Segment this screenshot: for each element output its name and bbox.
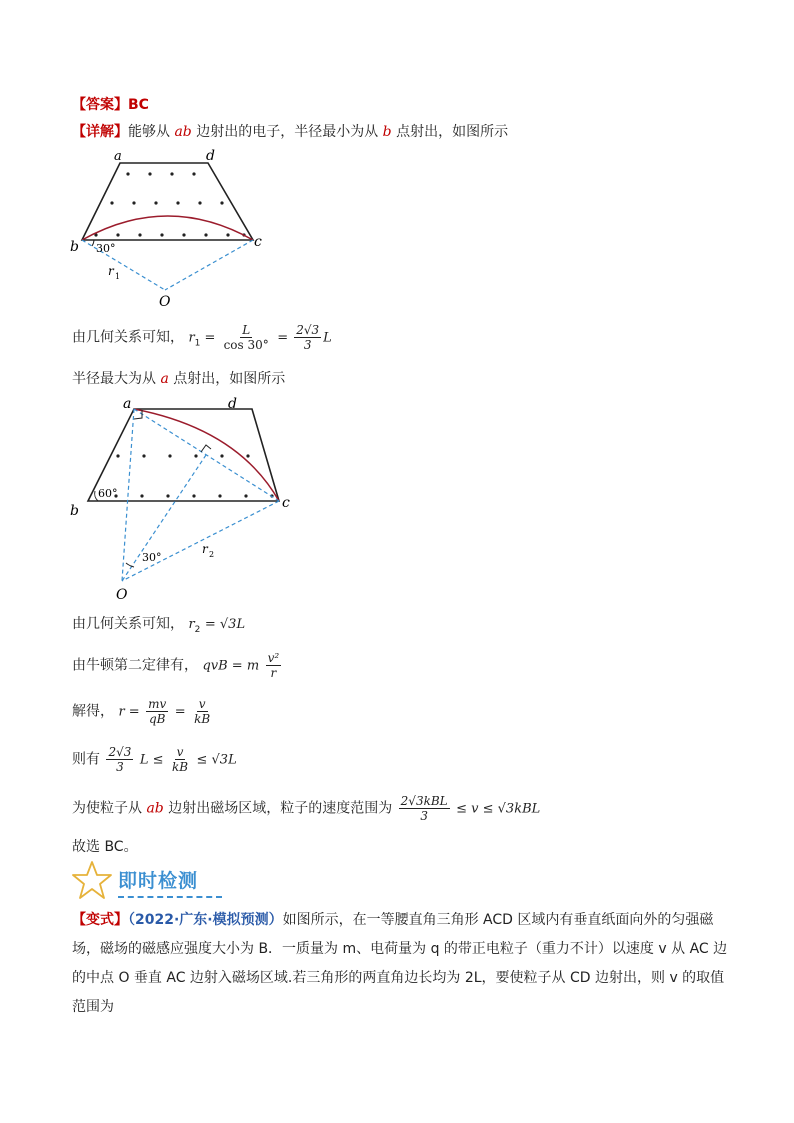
radius-line-b xyxy=(82,240,165,290)
detail-text-b: 边射出的电子，半径最小为从 xyxy=(191,124,383,140)
eq4-den2: kB xyxy=(194,712,211,726)
eq4-fraction2 xyxy=(192,697,212,726)
label-angle-30-2: 30° xyxy=(142,551,162,564)
eq6-ab: ab xyxy=(146,800,164,817)
eq6-num: 2√3kBL xyxy=(400,794,448,808)
label-b: b xyxy=(70,239,79,255)
eq1-den2: 3 xyxy=(303,338,312,352)
eq4-lhs: r = xyxy=(118,704,140,720)
answer-tag: 【答案】 xyxy=(72,97,128,113)
label-c-2: c xyxy=(282,495,290,511)
max-text-a: 半径最大为从 xyxy=(72,371,161,387)
eq1-lhs: r xyxy=(188,330,195,346)
equation-newton xyxy=(72,651,283,680)
angle-arc xyxy=(92,240,94,246)
label-O-2: O xyxy=(116,587,128,603)
eq4-prefix: 解得， xyxy=(72,703,114,720)
choose-line: 故选 BC。 xyxy=(72,839,138,855)
eq1-tail: L xyxy=(323,330,332,346)
equation-inequality xyxy=(72,745,237,774)
eq1-num2: 2√3 xyxy=(296,323,320,337)
equation-r1: 由几何关系可知， $r_1$ = $\frac{L}{\cos 30^\circ}$ = $\frac{2√3}{3}$ L xyxy=(72,323,332,352)
eq4-fraction1 xyxy=(146,697,168,726)
label-d: d xyxy=(206,148,215,164)
equation-r2 xyxy=(72,613,245,635)
answer-line xyxy=(72,94,149,114)
eq6-text-a: 为使粒子从 xyxy=(72,800,147,817)
detail-b: b xyxy=(382,124,392,140)
chord-ac xyxy=(134,409,279,501)
eq3-num: v² xyxy=(267,651,280,665)
answer-value: BC xyxy=(128,97,149,113)
label-b-2: b xyxy=(70,503,79,519)
bisector-line xyxy=(122,455,206,581)
star-icon xyxy=(72,860,112,900)
eq1-num: L xyxy=(242,323,251,337)
figure-max-radius xyxy=(68,393,298,605)
section-title: 即时检测 xyxy=(118,870,199,892)
eq3-lhs: qvB = m xyxy=(202,658,260,674)
eq1-den: cos 30° xyxy=(223,338,269,352)
label-d-2: d xyxy=(228,396,237,412)
eq4-num2: v xyxy=(198,697,206,711)
label-angle-60: 60° xyxy=(98,487,118,500)
label-r1: r xyxy=(108,264,114,278)
section-heading xyxy=(72,860,272,902)
max-radius-line xyxy=(72,368,285,388)
right-angle-mark xyxy=(201,445,211,452)
eq1-lhs-sub: 1 xyxy=(194,338,201,349)
detail-text-a: 能够从 xyxy=(128,124,175,140)
max-text-b: 点射出，如图所示 xyxy=(168,371,286,387)
section-underline xyxy=(118,896,222,898)
variant-source: （2022·广东·模拟预测） xyxy=(128,912,283,928)
eq5-num1: 2√3 xyxy=(108,745,132,759)
eq4-num1: mv xyxy=(148,697,167,711)
label-angle-30: 30° xyxy=(96,242,116,255)
velocity-range-line xyxy=(72,794,540,823)
label-r2: r xyxy=(202,542,208,556)
label-r2-sub: 2 xyxy=(209,550,215,559)
field-dots-2 xyxy=(114,454,273,497)
variant-text: 如图所示，在一等腰直角三角形 ACD 区域内有垂直纸面向外的匀强磁场，磁场的磁感应强度大小为 B．一质量为 m、电荷量为 q 的带正电粒子（重力不计）以速度 v 从 AC 边的中点 O 垂直 AC 边射入磁场区域.若三角形的两直角边长均为 2L，要使粒子从 CD 边射出，则 v 的取值范围为 xyxy=(72,912,728,1015)
eq2-lhs-sub: 2 xyxy=(194,624,201,635)
radius-line-c xyxy=(165,240,253,290)
eq2-rhs: = √3L xyxy=(204,617,246,632)
variant-mark: 【变式】 xyxy=(72,912,128,928)
eq1-prefix: 由几何关系可知， xyxy=(72,329,184,346)
label-a-2: a xyxy=(123,396,132,412)
radius-line-c2 xyxy=(122,501,279,581)
eq6-text-b: 边射出磁场区域，粒子的速度范围为 xyxy=(163,800,393,817)
radius-line-a xyxy=(122,409,134,581)
max-a: a xyxy=(160,371,169,387)
eq5-fraction1 xyxy=(106,745,133,774)
eq2-lhs: r xyxy=(188,617,195,632)
eq5-num2: v xyxy=(176,745,184,759)
eq3-den: r xyxy=(270,666,277,680)
detail-ab: ab xyxy=(174,124,192,140)
eq5-fraction2 xyxy=(170,745,190,774)
eq5-den1: 3 xyxy=(116,760,124,774)
equation-solve: 解得， r = $\frac{mv}{qB}$ = $\frac{v}{kB}$ xyxy=(72,697,211,726)
angle-arc-30 xyxy=(126,563,134,567)
right-angle-mark-a xyxy=(134,410,142,419)
eq1-fraction xyxy=(222,323,271,352)
detail-text-c: 点射出，如图所示 xyxy=(391,124,509,140)
figure-min-radius xyxy=(68,148,288,313)
eq4-den1: qB xyxy=(148,712,166,726)
eq5-mid: L ≤ xyxy=(139,752,164,768)
detail-line xyxy=(72,121,508,141)
detail-tag: 【详解】 xyxy=(72,124,128,140)
eq5-prefix: 则有 xyxy=(72,751,100,768)
eq6-tail: ≤ v ≤ √3kBL xyxy=(456,801,541,817)
label-a: a xyxy=(114,149,122,164)
variant-problem xyxy=(72,906,732,1022)
eq1-fraction2 xyxy=(294,323,321,352)
eq3-fraction xyxy=(266,651,282,680)
eq2-prefix: 由几何关系可知， xyxy=(72,616,184,632)
eq5-den2: kB xyxy=(171,760,189,774)
eq6-den: 3 xyxy=(420,809,428,823)
eq3-prefix: 由牛顿第二定律有， xyxy=(72,657,198,674)
eq6-fraction xyxy=(399,794,450,823)
field-dots xyxy=(94,172,245,236)
label-r1-sub: 1 xyxy=(115,272,121,281)
label-O: O xyxy=(159,294,171,310)
eq5-tail: ≤ √3L xyxy=(196,752,237,768)
label-c: c xyxy=(254,234,262,250)
